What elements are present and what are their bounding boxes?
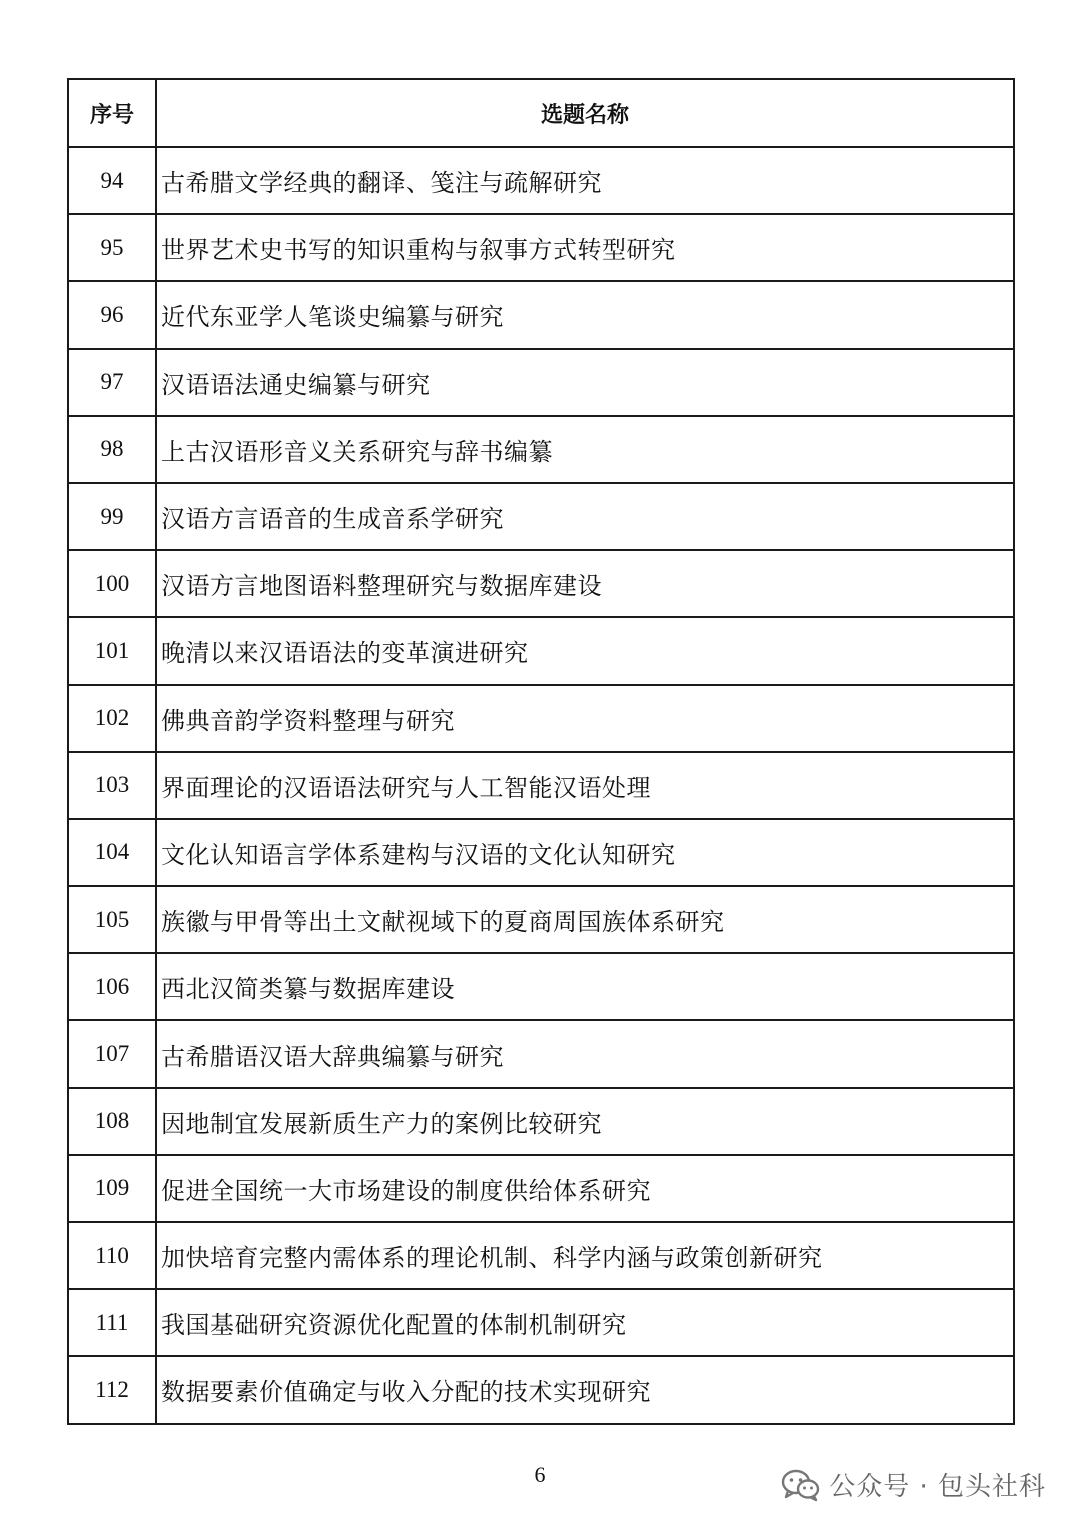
row-topic-name: 族徽与甲骨等出土文献视域下的夏商周国族体系研究 — [156, 886, 1014, 953]
row-number: 103 — [68, 752, 156, 819]
wechat-icon — [781, 1468, 821, 1502]
row-topic-name: 上古汉语形音义关系研究与辞书编纂 — [156, 416, 1014, 483]
row-number: 109 — [68, 1155, 156, 1222]
table-header-row — [68, 79, 1014, 147]
row-topic-name: 界面理论的汉语语法研究与人工智能汉语处理 — [156, 752, 1014, 819]
row-number: 96 — [68, 281, 156, 348]
row-topic-name: 佛典音韵学资料整理与研究 — [156, 685, 1014, 752]
row-topic-name: 近代东亚学人笔谈史编纂与研究 — [156, 281, 1014, 348]
row-number: 105 — [68, 886, 156, 953]
table-row — [68, 1088, 1014, 1155]
row-number: 97 — [68, 349, 156, 416]
row-number: 101 — [68, 617, 156, 684]
row-topic-name: 加快培育完整内需体系的理论机制、科学内涵与政策创新研究 — [156, 1222, 1014, 1289]
row-topic-name: 文化认知语言学体系建构与汉语的文化认知研究 — [156, 819, 1014, 886]
row-topic-name: 数据要素价值确定与收入分配的技术实现研究 — [156, 1356, 1014, 1423]
page-number: 6 — [534, 1462, 546, 1487]
table-row — [68, 617, 1014, 684]
row-topic-name: 古希腊语汉语大辞典编纂与研究 — [156, 1020, 1014, 1087]
row-topic-name: 晚清以来汉语语法的变革演进研究 — [156, 617, 1014, 684]
table-row — [68, 416, 1014, 483]
row-number: 102 — [68, 685, 156, 752]
table-row — [68, 819, 1014, 886]
table-row — [68, 281, 1014, 348]
table-row — [68, 886, 1014, 953]
row-topic-name: 汉语方言地图语料整理研究与数据库建设 — [156, 550, 1014, 617]
table-row — [68, 1155, 1014, 1222]
row-number: 110 — [68, 1222, 156, 1289]
row-topic-name: 因地制宜发展新质生产力的案例比较研究 — [156, 1088, 1014, 1155]
table-row — [68, 349, 1014, 416]
header-topic-name: 选题名称 — [156, 79, 1014, 147]
table-row — [68, 1020, 1014, 1087]
table-row — [68, 1222, 1014, 1289]
row-number: 100 — [68, 550, 156, 617]
row-number: 95 — [68, 214, 156, 281]
row-number: 106 — [68, 953, 156, 1020]
row-topic-name: 西北汉简类纂与数据库建设 — [156, 953, 1014, 1020]
table-row — [68, 1289, 1014, 1356]
table-row — [68, 1356, 1014, 1423]
table-row — [68, 147, 1014, 214]
row-topic-name: 古希腊文学经典的翻译、笺注与疏解研究 — [156, 147, 1014, 214]
watermark — [781, 1466, 1046, 1503]
table-row — [68, 685, 1014, 752]
topic-table — [67, 78, 1015, 1425]
row-topic-name: 我国基础研究资源优化配置的体制机制研究 — [156, 1289, 1014, 1356]
row-topic-name: 世界艺术史书写的知识重构与叙事方式转型研究 — [156, 214, 1014, 281]
table-row — [68, 953, 1014, 1020]
row-topic-name: 汉语语法通史编纂与研究 — [156, 349, 1014, 416]
row-number: 94 — [68, 147, 156, 214]
row-number: 98 — [68, 416, 156, 483]
table-row — [68, 752, 1014, 819]
header-number: 序号 — [68, 79, 156, 147]
row-topic-name: 汉语方言语音的生成音系学研究 — [156, 483, 1014, 550]
row-number: 111 — [68, 1289, 156, 1356]
row-number: 108 — [68, 1088, 156, 1155]
row-number: 107 — [68, 1020, 156, 1087]
row-topic-name: 促进全国统一大市场建设的制度供给体系研究 — [156, 1155, 1014, 1222]
table-row — [68, 214, 1014, 281]
row-number: 99 — [68, 483, 156, 550]
table-row — [68, 483, 1014, 550]
row-number: 104 — [68, 819, 156, 886]
row-number: 112 — [68, 1356, 156, 1423]
watermark-text: 公众号 · 包头社科 — [829, 1472, 1046, 1502]
table-row — [68, 550, 1014, 617]
